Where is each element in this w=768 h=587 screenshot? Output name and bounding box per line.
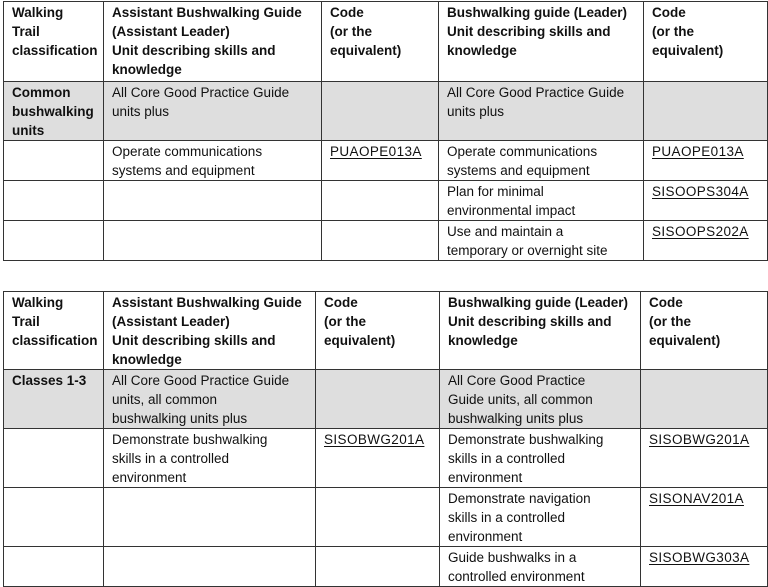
assistant-prerequisite-cell: All Core Good Practice Guide units, all common bushwalking units plus	[104, 370, 316, 429]
header-walking-trail: Walking Trail classification	[4, 292, 104, 370]
table-row	[4, 488, 768, 547]
leader-unit-cell: Plan for minimal environmental impact	[439, 181, 644, 221]
empty-cell	[322, 82, 439, 141]
table-row	[4, 429, 768, 488]
empty-cell	[4, 181, 104, 221]
empty-cell	[322, 181, 439, 221]
empty-cell	[4, 221, 104, 261]
empty-cell	[4, 488, 104, 547]
assistant-unit-cell: Operate communications systems and equipment	[104, 141, 322, 181]
unit-code: SISOBWG201A	[324, 432, 425, 447]
empty-cell	[316, 370, 440, 429]
unit-code: SISOOPS304A	[652, 184, 749, 199]
leader-unit-cell: Guide bushwalks in a controlled environment	[440, 547, 641, 587]
leader-unit-cell: Demonstrate navigation skills in a controlled environment	[440, 488, 641, 547]
empty-cell	[644, 82, 768, 141]
unit-code: PUAOPE013A	[330, 144, 422, 159]
unit-code: SISONAV201A	[649, 491, 744, 506]
table-row	[4, 221, 768, 261]
leader-unit-cell: Operate communications systems and equipment	[439, 141, 644, 181]
unit-code: SISOOPS202A	[652, 224, 749, 239]
table-row	[4, 181, 768, 221]
unit-table-2	[3, 291, 768, 587]
empty-cell	[4, 429, 104, 488]
table-row	[4, 141, 768, 181]
assistant-code-cell	[322, 141, 439, 181]
unit-code: SISOBWG201A	[649, 432, 750, 447]
leader-code-cell	[641, 547, 768, 587]
classification-row	[4, 370, 768, 429]
leader-unit-cell: Use and maintain a temporary or overnight site	[439, 221, 644, 261]
leader-code-cell	[644, 221, 768, 261]
leader-unit-cell: Demonstrate bushwalking skills in a controlled environment	[440, 429, 641, 488]
classification-cell: Common bushwalking units	[4, 82, 104, 141]
header-code-assistant: Code (or the equivalent)	[316, 292, 440, 370]
empty-cell	[316, 547, 440, 587]
empty-cell	[104, 547, 316, 587]
leader-code-cell	[644, 181, 768, 221]
header-row	[4, 2, 768, 82]
header-leader-guide: Bushwalking guide (Leader) Unit describing skills and knowledge	[439, 2, 644, 82]
empty-cell	[104, 221, 322, 261]
empty-cell	[104, 181, 322, 221]
leader-prerequisite-cell: All Core Good Practice Guide units plus	[439, 82, 644, 141]
unit-code: PUAOPE013A	[652, 144, 744, 159]
table-row	[4, 547, 768, 587]
header-walking-trail: Walking Trail classification	[4, 2, 104, 82]
empty-cell	[4, 547, 104, 587]
leader-code-cell	[644, 141, 768, 181]
empty-cell	[641, 370, 768, 429]
header-code-leader: Code (or the equivalent)	[644, 2, 768, 82]
assistant-code-cell	[316, 429, 440, 488]
assistant-prerequisite-cell: All Core Good Practice Guide units plus	[104, 82, 322, 141]
header-code-assistant: Code (or the equivalent)	[322, 2, 439, 82]
empty-cell	[104, 488, 316, 547]
empty-cell	[316, 488, 440, 547]
classification-cell: Classes 1-3	[4, 370, 104, 429]
unit-table-1	[3, 1, 768, 261]
header-leader-guide: Bushwalking guide (Leader) Unit describing skills and knowledge	[440, 292, 641, 370]
assistant-unit-cell: Demonstrate bushwalking skills in a controlled environment	[104, 429, 316, 488]
header-assistant-guide: Assistant Bushwalking Guide (Assistant Leader) Unit describing skills and knowledge	[104, 292, 316, 370]
empty-cell	[4, 141, 104, 181]
empty-cell	[322, 221, 439, 261]
unit-code: SISOBWG303A	[649, 550, 750, 565]
classification-row	[4, 82, 768, 141]
header-row	[4, 292, 768, 370]
leader-prerequisite-cell: All Core Good Practice Guide units, all common bushwalking units plus	[440, 370, 641, 429]
leader-code-cell	[641, 488, 768, 547]
header-assistant-guide: Assistant Bushwalking Guide (Assistant Leader) Unit describing skills and knowledge	[104, 2, 322, 82]
leader-code-cell	[641, 429, 768, 488]
header-code-leader: Code (or the equivalent)	[641, 292, 768, 370]
